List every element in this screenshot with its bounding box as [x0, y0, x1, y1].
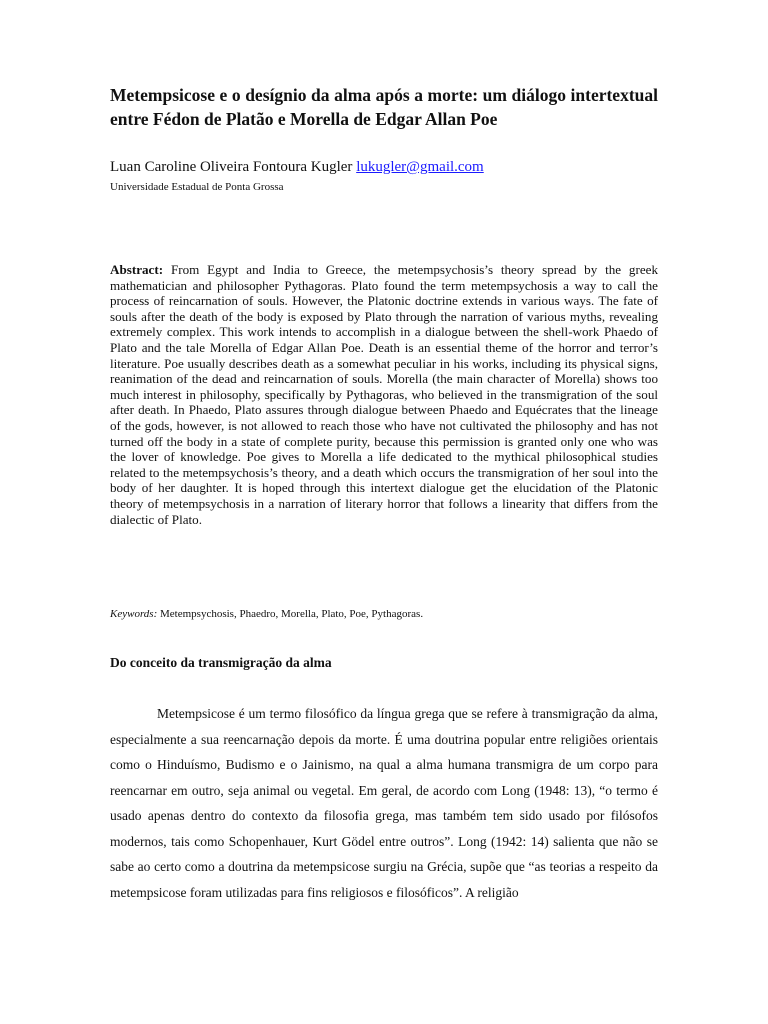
abstract: [110, 262, 658, 527]
body-paragraph: Metempsicose é um termo filosófico da língua grega que se refere à transmigração da alma, especialmente a sua reencarnação depois da morte. É uma doutrina popular entre religiões orientais como o Hinduísmo, Budismo e o Jainismo, na qual a alma humana transmigra de um corpo para reencarnar em outro, seja animal ou vegetal. Em geral, de acordo com Long (1948: 13), “o termo é usado apenas dentro do contexto da filosofia grega, mas também tem sido usado por filósofos modernos, tais como Schopenhauer, Kurt Gödel entre outros”. Long (1942: 14) salienta que não se sabe ao certo como a doutrina da metempsicose surgiu na Grécia, supõe que “as teorias a respeito da metempsicose foram utilizadas para fins religiosos e filosóficos”. A religião: [110, 706, 658, 900]
section-heading: Do conceito da transmigração da alma: [110, 655, 332, 670]
author-name: Luan Caroline Oliveira Fontoura Kugler: [110, 159, 353, 175]
author-email-link[interactable]: lukugler@gmail.com: [356, 159, 484, 175]
author-line: [110, 158, 484, 176]
abstract-label: Abstract:: [110, 262, 164, 277]
keywords-list: Metempsychosis, Phaedro, Morella, Plato, Poe, Pythagoras.: [160, 608, 424, 620]
paper-title: Metempsicose e o desígnio da alma após a morte: um diálogo intertextual entre Fédon de Platão e Morella de Edgar Allan Poe: [110, 85, 658, 129]
author-affiliation: Universidade Estadual de Ponta Grossa: [110, 181, 284, 193]
keywords-label: Keywords:: [110, 608, 158, 620]
abstract-text: From Egypt and India to Greece, the metempsychosis’s theory spread by the greek mathematician and philosopher Pythagoras. Plato found the term metempsychosis a way to call the process of reincarnation of souls. However, the Platonic doctrine extends in various ways. The fate of souls after the death of the body is exposed by Plato through the narration of various myths, revealing extremely complex. This work intends to accomplish in a dialogue between the shell-work Phaedo of Plato and the tale Morella of Edgar Allan Poe. Death is an essential theme of the horror and terror’s literature. Poe usually describes death as a somewhat peculiar in his works, including its physical signs, reanimation of the dead and reincarnation of souls. Morella (the main character of Morella) shows too much interest in philosophy, specifically by Pythagoras, who believed in the transmigration of the soul after death. In Phaedo, Plato assures through dialogue between Phaedo and Equécrates that the lineage of the gods, however, is not allowed to reach those who have not cultivated the philosophy and has not turned off the body in a state of complete purity, because this permission is granted only one who was the lover of knowledge. Poe gives to Morella a life dedicated to the mythical philosophical studies related to the metempsychosis’s theory, and a death which occurs the transmigration of her soul into the body of her daughter. It is hoped through this intertext dialogue get the elucidation of the Platonic theory of metempsychosis in a narration of literary horror that follows a linearity that differs from the dialectic of Plato.: [110, 262, 658, 527]
keywords: [110, 607, 423, 621]
